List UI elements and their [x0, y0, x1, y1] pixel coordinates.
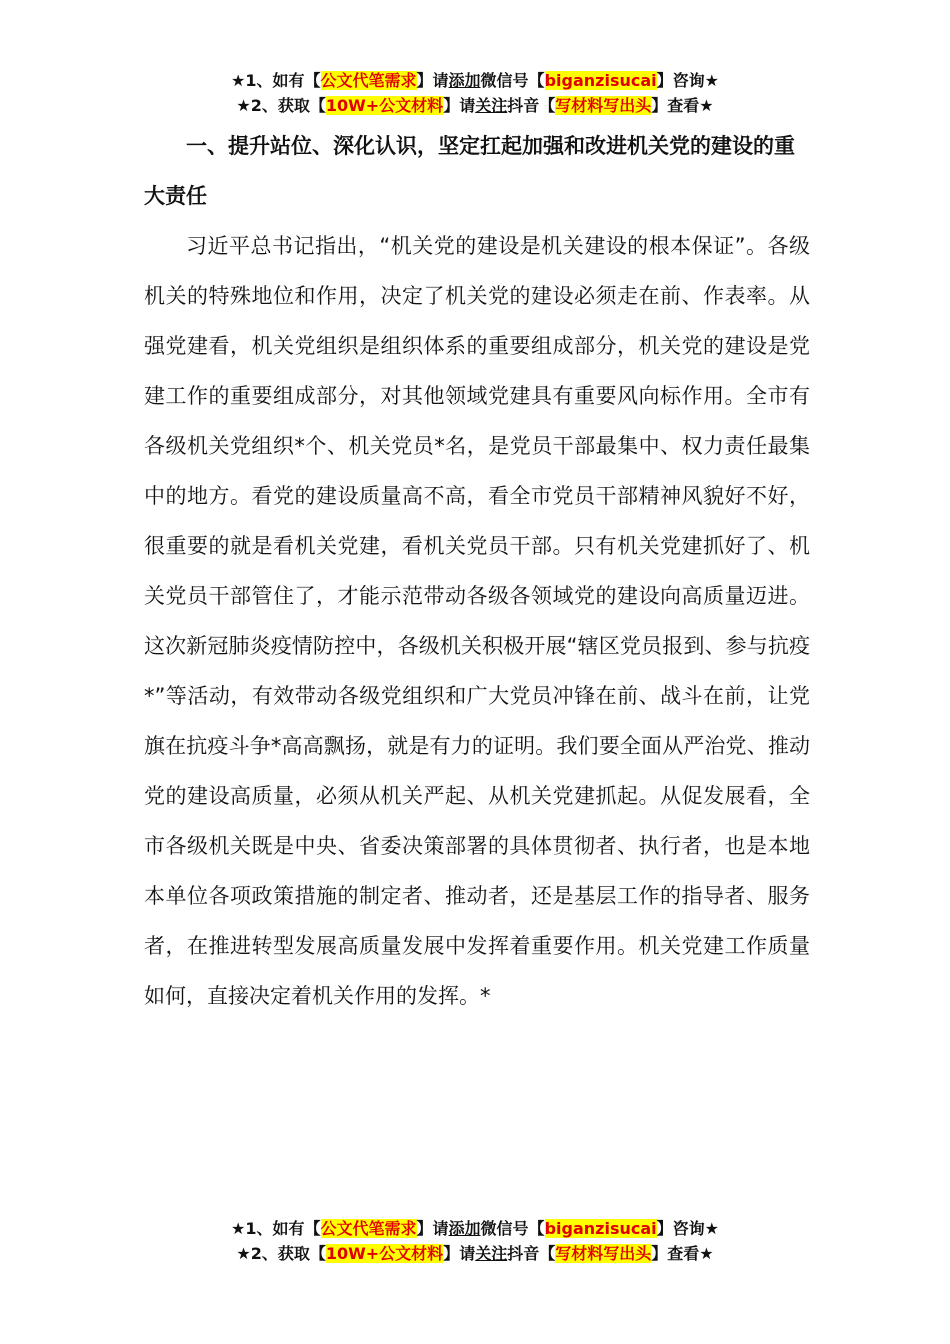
promo-highlight: 写材料写出头 — [555, 96, 652, 115]
header-promo-banner — [0, 68, 950, 118]
promo-underlined: 添加 — [448, 71, 481, 90]
promo-text: 】咨询★ — [656, 71, 719, 90]
promo-underlined: 关注 — [475, 96, 508, 115]
promo-text: ★2、获取【 — [236, 1244, 326, 1263]
promo-text: ★1、如有【 — [231, 71, 321, 90]
promo-underlined: 关注 — [475, 1244, 508, 1263]
promo-text: 微信号【 — [480, 1219, 545, 1238]
footer-promo-banner — [0, 1216, 950, 1266]
promo-highlight: 公文代笔需求 — [320, 1219, 417, 1238]
promo-highlight: 10W+公文材料 — [325, 1244, 444, 1263]
promo-highlight: 10W+公文材料 — [325, 96, 444, 115]
promo-underlined: 添加 — [448, 1219, 481, 1238]
promo-text: 抖音【 — [507, 1244, 556, 1263]
promo-text: 】请 — [416, 1219, 449, 1238]
promo-text: 】请 — [443, 96, 476, 115]
promo-text: ★1、如有【 — [231, 1219, 321, 1238]
promo-text: 】查看★ — [651, 96, 714, 115]
promo-highlight: biganzisucai — [544, 71, 657, 90]
promo-line-1 — [0, 1216, 950, 1241]
promo-text: 】请 — [443, 1244, 476, 1263]
promo-line-2 — [0, 93, 950, 118]
promo-line-2 — [0, 1241, 950, 1266]
promo-highlight: 写材料写出头 — [555, 1244, 652, 1263]
promo-highlight: biganzisucai — [544, 1219, 657, 1238]
document-body — [144, 121, 810, 1021]
promo-text: 】咨询★ — [656, 1219, 719, 1238]
promo-highlight: 公文代笔需求 — [320, 71, 417, 90]
promo-text: ★2、获取【 — [236, 96, 326, 115]
promo-text: 】请 — [416, 71, 449, 90]
section-heading: 一、提升站位、深化认识，坚定扛起加强和改进机关党的建设的重大责任 — [144, 134, 795, 208]
promo-line-1 — [0, 68, 950, 93]
body-paragraph: 习近平总书记指出，“机关党的建设是机关建设的根本保证”。各级机关的特殊地位和作用，决定了机关党的建设必须走在前、作表率。从强党建看，机关党组织是组织体系的重要组成部分，机关党的建设是党建工作的重要组成部分，对其他领域党建具有重要风向标作用。全市有各级机关党组织*个、机关党员*名，是党员干部最集中、权力责任最集中的地方。看党的建设质量高不高，看全市党员干部精神风貌好不好，很重要的就是看机关党建，看机关党员干部。只有机关党建抓好了、机关党员干部管住了，才能示范带动各级各领域党的建设向高质量迈进。这次新冠肺炎疫情防控中，各级机关积极开展“辖区党员报到、参与抗疫*”等活动，有效带动各级党组织和广大党员冲锋在前、战斗在前，让党旗在抗疫斗争*高高飘扬，就是有力的证明。我们要全面从严治党、推动党的建设高质量，必须从机关严起、从机关党建抓起。从促发展看，全市各级机关既是中央、省委决策部署的具体贯彻者、执行者，也是本地本单位各项政策措施的制定者、推动者，还是基层工作的指导者、服务者，在推进转型发展高质量发展中发挥着重要作用。机关党建工作质量如何，直接决定着机关作用的发挥。* — [144, 234, 810, 1008]
promo-text: 微信号【 — [480, 71, 545, 90]
promo-text: 抖音【 — [507, 96, 556, 115]
promo-text: 】查看★ — [651, 1244, 714, 1263]
